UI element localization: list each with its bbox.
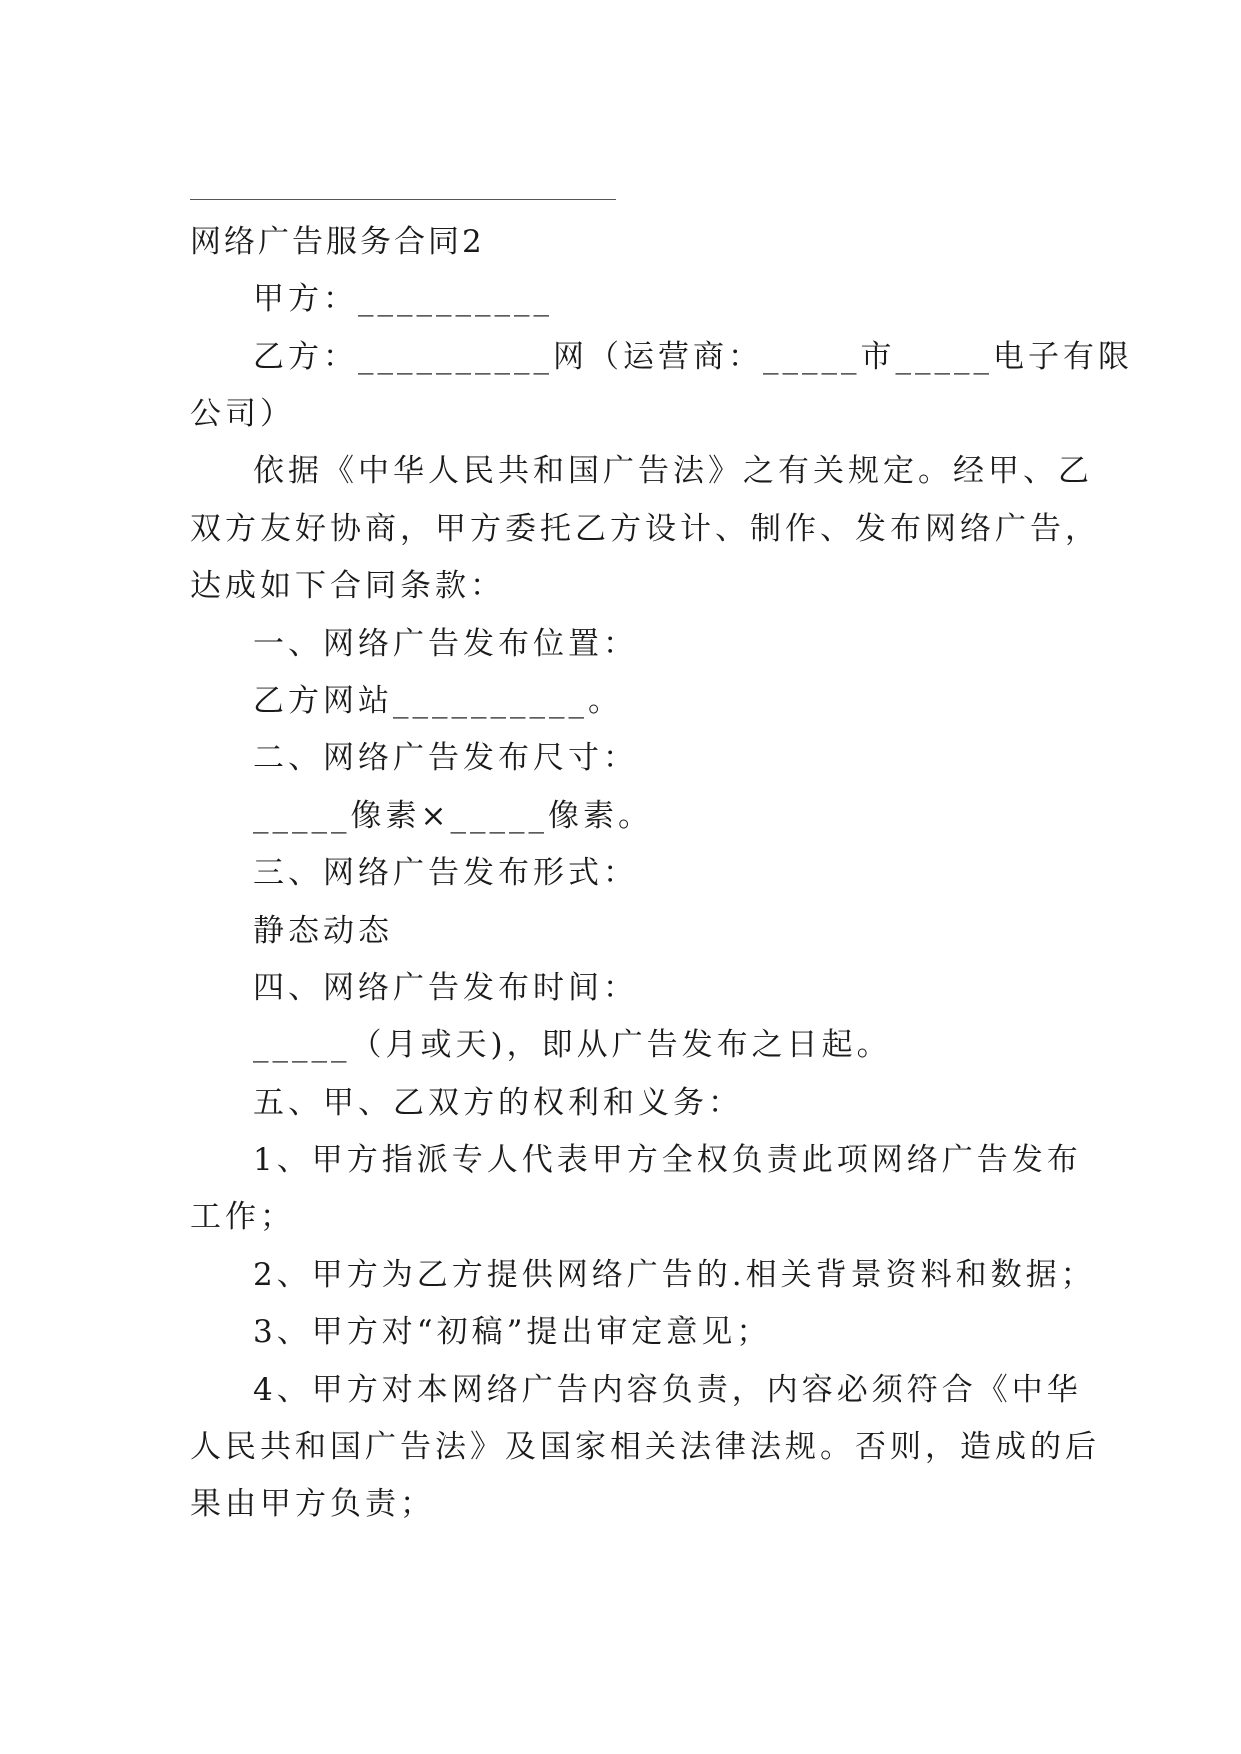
clause-2: 2、甲方为乙方提供网络广告的.相关背景资料和数据； [253,1257,1096,1293]
clause-4-line-1: 4、甲方对本网络广告内容负责，内容必须符合《中华 [253,1372,1082,1408]
header-rule [190,199,616,200]
party-b-line: 乙方：__________网（运营商：_____市_____电子有限 [253,339,1133,375]
preamble-line-2: 双方友好协商，甲方委托乙方设计、制作、发布网络广告， [190,511,1100,547]
section-3-heading: 三、网络广告发布形式： [253,855,638,891]
section-4-heading: 四、网络广告发布时间： [253,970,638,1006]
section-3-body: 静态动态 [253,913,393,949]
section-2-body: _____像素×_____像素。 [253,798,653,834]
preamble-line-3: 达成如下合同条款： [190,568,505,604]
clause-1-line-2: 工作； [190,1199,295,1235]
clause-4-line-2: 人民共和国广告法》及国家相关法律法规。否则，造成的后 [190,1429,1100,1465]
section-2-heading: 二、网络广告发布尺寸： [253,740,638,776]
section-1-body: 乙方网站__________。 [253,683,623,719]
section-1-heading: 一、网络广告发布位置： [253,626,638,662]
section-4-body: _____（月或天)，即从广告发布之日起。 [253,1027,892,1063]
preamble-line-1: 依据《中华人民共和国广告法》之有关规定。经甲、乙 [253,453,1093,489]
section-5-heading: 五、甲、乙双方的权利和义务： [253,1085,743,1121]
document-title: 网络广告服务合同2 [190,224,485,260]
clause-1-line-1: 1、甲方指派专人代表甲方全权负责此项网络广告发布 [253,1142,1082,1178]
clause-3: 3、甲方对“初稿”提出审定意见； [253,1314,772,1350]
party-b-line-cont: 公司） [190,396,295,432]
clause-4-line-3: 果由甲方负责； [190,1486,435,1522]
party-a-line: 甲方：__________ [253,281,553,317]
